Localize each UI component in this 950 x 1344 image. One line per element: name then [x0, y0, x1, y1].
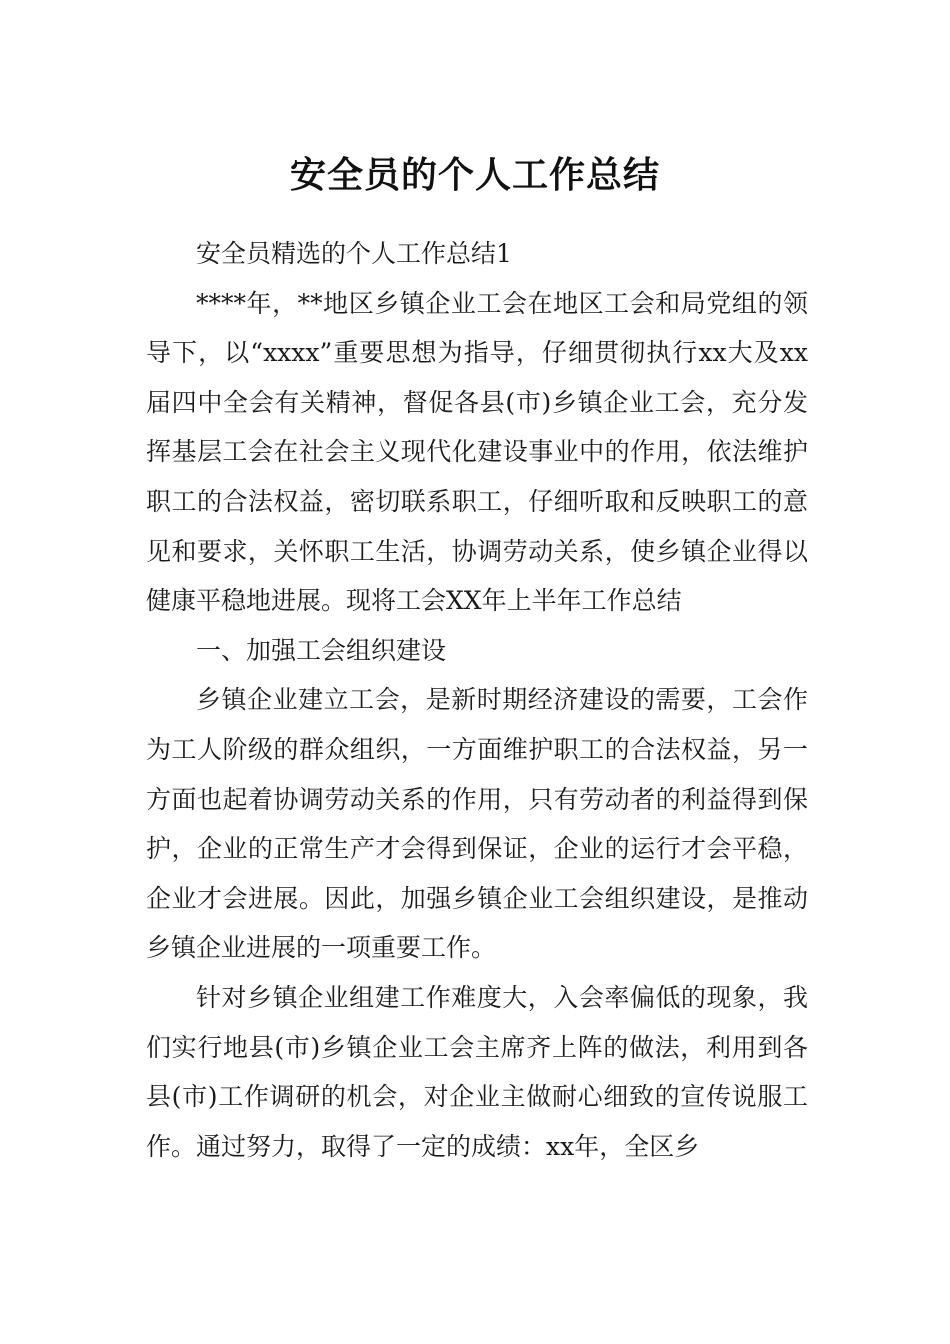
paragraph: 针对乡镇企业组建工作难度大，入会率偏低的现象，我们实行地县(市)乡镇企业工会主席齐上阵的做法，利用到各县(市)工作调研的机会，对企业主做耐心细致的宣传说服工作。通过努力，取得了一定的成绩：xx年，全区乡 — [146, 982, 808, 1161]
paragraph: ****年，**地区乡镇企业工会在地区工会和局党组的领导下，以“xxxx”重要思想为指导，仔细贯彻执行xx大及xx届四中全会有关精神，督促各县(市)乡镇企业工会，充分发挥基层工会在社会主义现代化建设事业中的作用，依法维护职工的合法权益，密切联系职工，仔细听取和反映职工的意见和要求，关怀职工生活，协调劳动关系，使乡镇企业得以健康平稳地进展。现将工会XX年上半年工作总结 — [146, 288, 808, 616]
section-heading: 一、加强工会组织建设 — [196, 635, 447, 665]
paragraph: 乡镇企业建立工会，是新时期经济建设的需要，工会作为工人阶级的群众组织，一方面维护职工的合法权益，另一方面也起着协调劳动关系的作用，只有劳动者的利益得到保护，企业的正常生产才会得到保证，企业的运行才会平稳，企业才会进展。因此，加强乡镇企业工会组织建设，是推动乡镇企业进展的一项重要工作。 — [146, 685, 808, 963]
section-heading: 安全员精选的个人工作总结1 — [196, 239, 512, 268]
page-title: 安全员的个人工作总结 — [289, 155, 660, 197]
document-body — [146, 229, 808, 1171]
